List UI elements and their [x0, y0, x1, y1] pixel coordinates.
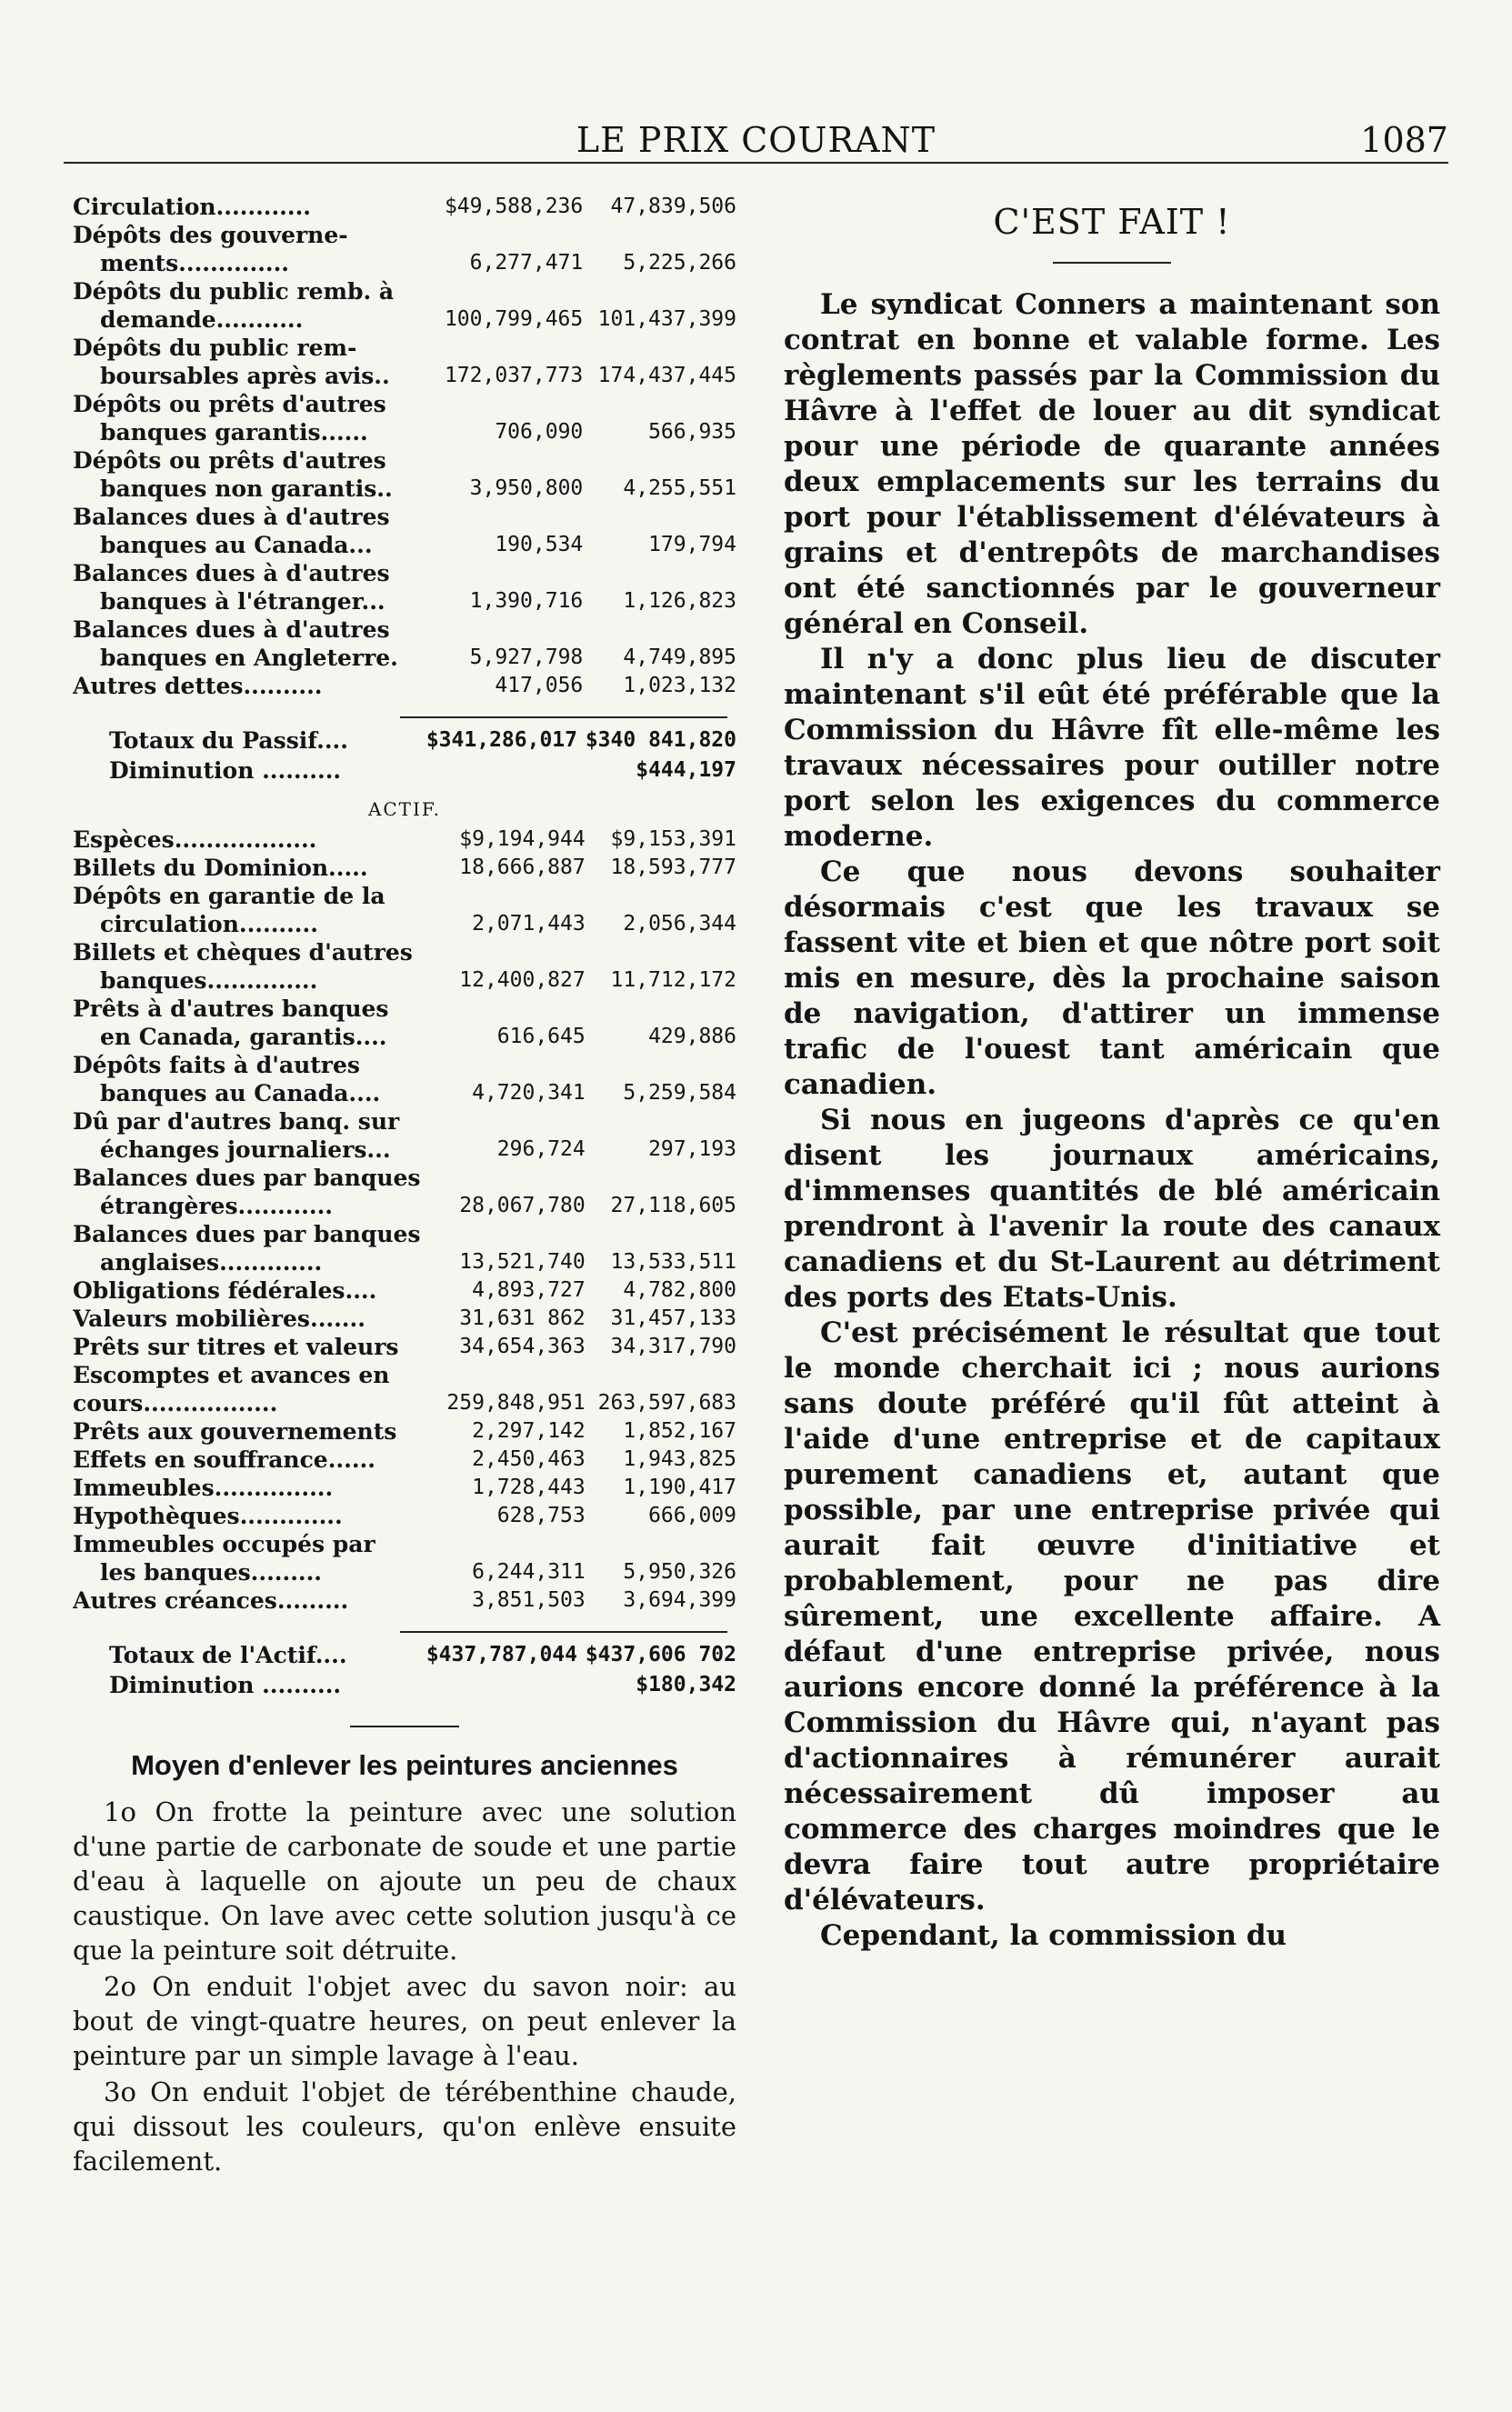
row-label: échanges journaliers... — [100, 1136, 391, 1163]
row-label: Dépôts des gouverne- — [73, 222, 348, 248]
value-1903: 3,851,503 — [472, 1588, 586, 1612]
passif-row — [73, 193, 736, 221]
value-1902: 47,839,506 — [610, 195, 736, 218]
actif-total-row — [73, 1670, 736, 1700]
section-separator — [350, 1726, 459, 1727]
value-1903 — [434, 1051, 585, 1079]
value-1902 — [583, 559, 736, 587]
value-1902: 429,886 — [648, 1025, 736, 1048]
value-1903 — [434, 1164, 585, 1192]
value-1902 — [586, 938, 736, 966]
row-label: Dépôts faits à d'autres — [73, 1052, 360, 1078]
row-label: les banques......... — [100, 1559, 323, 1586]
row-label: Autres dettes.......... — [73, 673, 323, 699]
passif-row — [73, 616, 736, 644]
paint-paragraph-1: 1o On frotte la peinture avec une solution d'une partie de carbonate de soude et une partie d'eau à laquelle on ajoute un peu de chaux caustique. On lave avec cette solution jusqu'à ce que la peinture soit détruite. — [73, 1796, 736, 1966]
value-1902: $180,342 — [636, 1673, 736, 1696]
actif-row — [73, 1248, 736, 1276]
actif-row — [73, 966, 736, 995]
value-1903: $437,787,044 — [426, 1643, 577, 1666]
actif-row — [73, 1586, 736, 1615]
passif-row — [73, 305, 736, 334]
actif-table — [73, 826, 736, 1615]
value-1903: 190,534 — [495, 533, 584, 556]
value-1902: $437,606 702 — [585, 1643, 736, 1666]
row-label: Dépôts ou prêts d'autres — [73, 391, 386, 417]
row-label: demande........... — [100, 306, 304, 333]
row-label: Prêts sur titres et valeurs — [73, 1334, 399, 1360]
actif-row — [73, 1333, 736, 1361]
passif-totals — [73, 726, 736, 786]
row-label: Circulation............ — [73, 194, 311, 220]
value-1902: 1,852,167 — [623, 1419, 736, 1443]
value-1903: $341,286,017 — [426, 728, 577, 752]
value-1902 — [586, 1361, 736, 1389]
value-1903: 628,753 — [496, 1504, 586, 1527]
row-label: Balances dues à d'autres — [73, 504, 390, 530]
value-1902 — [586, 1164, 736, 1192]
article-title: C'EST FAIT ! — [993, 202, 1231, 242]
value-1903: $9,194,944 — [459, 827, 586, 851]
value-1903: 4,893,727 — [472, 1278, 586, 1302]
passif-total-rule — [400, 716, 727, 718]
row-label: anglaises............. — [100, 1249, 323, 1276]
value-1903: 13,521,740 — [459, 1250, 586, 1274]
row-label: banques garantis...... — [100, 419, 368, 445]
value-1903: 18,666,887 — [459, 856, 586, 879]
value-1903 — [430, 616, 584, 644]
passif-row — [73, 672, 736, 700]
title-rule — [1053, 262, 1171, 264]
actif-row — [73, 1305, 736, 1333]
passif-row — [73, 221, 736, 249]
article-paragraph-2: Il n'y a donc plus lieu de discuter maintenant s'il eût été préférable que la Commission du Hâvre fît elle-même les travaux nécessaires pour outiller notre port selon les exigences du commerce moderne. — [784, 643, 1440, 853]
value-1903 — [418, 1670, 577, 1700]
value-1902 — [583, 503, 736, 531]
row-label: banques en Angleterre. — [100, 645, 398, 671]
row-label: banques.............. — [100, 967, 318, 994]
right-column — [784, 193, 1440, 1954]
actif-row — [73, 854, 736, 882]
row-label: boursables après avis.. — [100, 363, 390, 389]
actif-row — [73, 995, 736, 1023]
value-1903: 5,927,798 — [469, 646, 584, 669]
value-1902: 1,190,417 — [623, 1476, 736, 1499]
row-label: Billets du Dominion..... — [73, 855, 368, 881]
actif-row — [73, 1192, 736, 1220]
passif-row — [73, 334, 736, 362]
value-1903 — [434, 1361, 585, 1389]
value-1902: 3,694,399 — [623, 1588, 736, 1612]
passif-row — [73, 559, 736, 587]
passif-row — [73, 644, 736, 672]
row-label: Immeubles occupés par — [73, 1531, 375, 1557]
row-label: Dépôts ou prêts d'autres — [73, 447, 386, 474]
value-1903: 100,799,465 — [444, 307, 584, 331]
value-1902: 27,118,605 — [610, 1194, 736, 1217]
value-1903 — [434, 1107, 585, 1136]
value-1903 — [434, 1220, 585, 1248]
value-1903: 296,724 — [496, 1137, 586, 1161]
value-1902 — [583, 390, 736, 418]
actif-row — [73, 1023, 736, 1051]
value-1903: 1,728,443 — [472, 1476, 586, 1499]
actif-row — [73, 1502, 736, 1530]
actif-row — [73, 826, 736, 854]
value-1902 — [583, 277, 736, 305]
row-label: banques au Canada.... — [100, 1080, 381, 1106]
row-label: Balances dues à d'autres — [73, 616, 390, 643]
row-label: Prêts à d'autres banques — [73, 996, 389, 1022]
row-label: en Canada, garantis.... — [100, 1024, 387, 1050]
actif-row — [73, 1164, 736, 1192]
value-1903 — [434, 995, 585, 1023]
value-1902: 566,935 — [648, 420, 736, 444]
row-label: Dû par d'autres banq. sur — [73, 1108, 400, 1135]
article-paragraph-4: Si nous en jugeons d'après ce qu'en disent les journaux américains, d'immenses quantités de blé américain prendront à l'avenir la route des canaux canadiens et du St-Laurent au détriment des ports des Etats-Unis. — [784, 1104, 1440, 1314]
actif-row — [73, 1530, 736, 1558]
value-1903: 12,400,827 — [459, 968, 586, 992]
value-1902: 18,593,777 — [610, 856, 736, 879]
value-1903: 2,071,443 — [472, 912, 586, 936]
value-1903: 616,645 — [496, 1025, 586, 1048]
value-1902: 4,255,551 — [623, 476, 736, 500]
value-1903: 259,848,951 — [446, 1391, 586, 1415]
actif-row — [73, 938, 736, 966]
row-label: Diminution .......... — [109, 1672, 342, 1698]
actif-row — [73, 1361, 736, 1389]
value-1902: 1,126,823 — [623, 589, 736, 613]
actif-row — [73, 1051, 736, 1079]
value-1902 — [586, 1107, 736, 1136]
value-1902: 4,749,895 — [623, 646, 736, 669]
actif-row — [73, 1107, 736, 1136]
actif-row — [73, 1417, 736, 1446]
passif-total-row — [73, 756, 736, 786]
paint-paragraph-2: 2o On enduit l'objet avec du savon noir: au bout de vingt-quatre heures, on peut enlever la peinture par un simple lavage à l'eau. — [73, 1971, 736, 2071]
value-1902: 1,023,132 — [623, 674, 736, 697]
value-1902: 5,259,584 — [623, 1081, 736, 1105]
row-label: Balances dues par banques — [73, 1221, 421, 1247]
passif-row — [73, 362, 736, 390]
value-1903: 3,950,800 — [469, 476, 584, 500]
article-paragraph-5: C'est précisément le résultat que tout le monde cherchait ici ; nous aurions sans doute préféré qu'il fût atteint à l'aide d'une entreprise et de capitaux purement canadiens et, autant que possible, par une entreprise privée qui aurait fait œuvre d'initiative et probablement, pour ne pas dire sûrement, une excellente affaire. A défaut d'une entreprise privée, nous aurions encore donné la préférence à la Commission du Hâvre qui, n'ayant pas d'actionnaires à rémunérer aurait nécessairement dû imposer au commerce des charges moindres que le devra faire tout autre propriétaire d'élévateurs. — [784, 1316, 1440, 1917]
row-label: Effets en souffrance...... — [73, 1446, 375, 1473]
value-1902 — [583, 616, 736, 644]
value-1902: $340 841,820 — [585, 728, 736, 752]
passif-total-row — [73, 726, 736, 756]
passif-row — [73, 503, 736, 531]
article-paragraph-1: Le syndicat Conners a maintenant son contrat en bonne et valable forme. Les règlements passés par la Commission du Hâvre à l'effet de louer au dit syndicat pour une période de quarante années deux emplacements sur les terrains du port pour l'établissement d'élévateurs à grains et d'entrepôts de marchandises ont été sanctionnés par le gouverneur général en Conseil. — [784, 288, 1440, 640]
value-1902: 179,794 — [648, 533, 736, 556]
value-1903: 28,067,780 — [459, 1194, 586, 1217]
actif-row — [73, 882, 736, 910]
value-1902: 174,437,445 — [597, 364, 736, 387]
paint-article-title: Moyen d'enlever les peintures anciennes — [131, 1749, 678, 1781]
value-1903: 417,056 — [495, 674, 584, 697]
value-1903: 4,720,341 — [472, 1081, 586, 1105]
value-1902: 13,533,511 — [610, 1250, 736, 1274]
row-label: circulation.......... — [100, 911, 318, 937]
passif-row — [73, 277, 736, 305]
value-1902: 34,317,790 — [610, 1335, 736, 1358]
row-label: banques non garantis.. — [100, 475, 393, 502]
value-1902 — [583, 221, 736, 249]
row-label: cours................. — [73, 1390, 278, 1416]
value-1902: 297,193 — [648, 1137, 736, 1161]
row-label: Diminution .......... — [109, 757, 342, 784]
value-1903: 31,631 862 — [459, 1306, 586, 1330]
passif-row — [73, 418, 736, 446]
row-label: Hypothèques............. — [73, 1503, 343, 1529]
row-label: Escomptes et avances en — [73, 1362, 390, 1388]
value-1903 — [430, 277, 584, 305]
left-column — [73, 193, 736, 2180]
actif-row — [73, 1276, 736, 1305]
value-1902: 5,225,266 — [623, 251, 736, 275]
value-1903: 2,450,463 — [472, 1447, 586, 1471]
actif-row — [73, 1079, 736, 1107]
row-label: Dépôts du public remb. à — [73, 278, 395, 305]
row-label: Prêts aux gouvernements — [73, 1418, 397, 1445]
row-label: Autres créances......... — [73, 1587, 349, 1614]
value-1902 — [586, 995, 736, 1023]
value-1902 — [586, 1051, 736, 1079]
row-label: Dépôts du public rem- — [73, 335, 357, 361]
value-1903: 172,037,773 — [444, 364, 584, 387]
row-label: Immeubles............... — [73, 1475, 334, 1501]
row-label: Valeurs mobilières....... — [73, 1306, 365, 1332]
actif-row — [73, 1136, 736, 1164]
value-1903: 2,297,142 — [472, 1419, 586, 1443]
actif-total-rule — [400, 1631, 727, 1633]
actif-totals — [73, 1640, 736, 1700]
value-1903: 706,090 — [495, 420, 584, 444]
actif-row — [73, 910, 736, 938]
value-1903 — [434, 1530, 585, 1558]
value-1903: 1,390,716 — [469, 589, 584, 613]
row-label: Billets et chèques d'autres — [73, 939, 413, 966]
value-1902: 11,712,172 — [610, 968, 736, 992]
value-1903: 34,654,363 — [459, 1335, 586, 1358]
value-1903 — [430, 390, 584, 418]
passif-row — [73, 475, 736, 503]
value-1902: 31,457,133 — [610, 1306, 736, 1330]
passif-row — [73, 446, 736, 475]
row-label: Balances dues à d'autres — [73, 560, 390, 586]
row-label: Totaux du Passif.... — [109, 727, 348, 754]
value-1902: 5,950,326 — [623, 1560, 736, 1584]
value-1902 — [583, 334, 736, 362]
value-1902 — [583, 446, 736, 475]
actif-row — [73, 1446, 736, 1474]
actif-total-row — [73, 1640, 736, 1670]
value-1902 — [586, 1530, 736, 1558]
value-1902: 4,782,800 — [623, 1278, 736, 1302]
row-label: Espèces.................. — [73, 826, 317, 853]
value-1902 — [586, 1220, 736, 1248]
passif-table — [73, 193, 736, 700]
row-label: banques à l'étranger... — [100, 588, 386, 615]
value-1902: 101,437,399 — [597, 307, 736, 331]
value-1903 — [418, 756, 577, 786]
value-1903: 6,244,311 — [472, 1560, 586, 1584]
value-1902: $9,153,391 — [610, 827, 736, 851]
value-1903 — [430, 446, 584, 475]
row-label: Obligations fédérales.... — [73, 1277, 377, 1304]
actif-heading: ACTIF. — [367, 798, 442, 820]
page-number: 1087 — [1360, 120, 1448, 160]
passif-row — [73, 531, 736, 559]
value-1903 — [430, 503, 584, 531]
value-1902: 1,943,825 — [623, 1447, 736, 1471]
actif-row — [73, 1474, 736, 1502]
row-label: Balances dues par banques — [73, 1165, 421, 1191]
value-1902: $444,197 — [636, 758, 736, 782]
value-1903: $49,588,236 — [444, 195, 584, 218]
running-title: LE PRIX COURANT — [576, 120, 936, 160]
actif-row — [73, 1220, 736, 1248]
value-1902: 2,056,344 — [623, 912, 736, 936]
value-1902: 263,597,683 — [597, 1391, 736, 1415]
value-1903 — [434, 882, 585, 910]
row-label: Dépôts en garantie de la — [73, 883, 386, 909]
paint-paragraph-3: 3o On enduit l'objet de térébenthine chaude, qui dissout les couleurs, qu'on enlève ensuite facilement. — [73, 2077, 736, 2177]
actif-row — [73, 1558, 736, 1586]
value-1903 — [430, 334, 584, 362]
row-label: étrangères............ — [100, 1193, 333, 1219]
value-1903 — [430, 221, 584, 249]
value-1902 — [586, 882, 736, 910]
article-paragraph-6: Cependant, la commission du — [820, 1919, 1287, 1952]
value-1903 — [430, 559, 584, 587]
value-1903: 6,277,471 — [469, 251, 584, 275]
actif-row — [73, 1389, 736, 1417]
value-1902: 666,009 — [648, 1504, 736, 1527]
row-label: banques au Canada... — [100, 532, 373, 558]
row-label: Totaux de l'Actif.... — [109, 1642, 347, 1668]
value-1903 — [434, 938, 585, 966]
passif-row — [73, 587, 736, 616]
page-header — [64, 107, 1448, 164]
passif-row — [73, 390, 736, 418]
article-paragraph-3: Ce que nous devons souhaiter désormais c'est que les travaux se fassent vite et bien et que nôtre port soit mis en mesure, dès la prochaine saison de navigation, d'attirer un immense trafic de l'ouest tant américain que canadien. — [784, 856, 1440, 1101]
passif-row — [73, 249, 736, 277]
row-label: ments.............. — [100, 250, 290, 276]
